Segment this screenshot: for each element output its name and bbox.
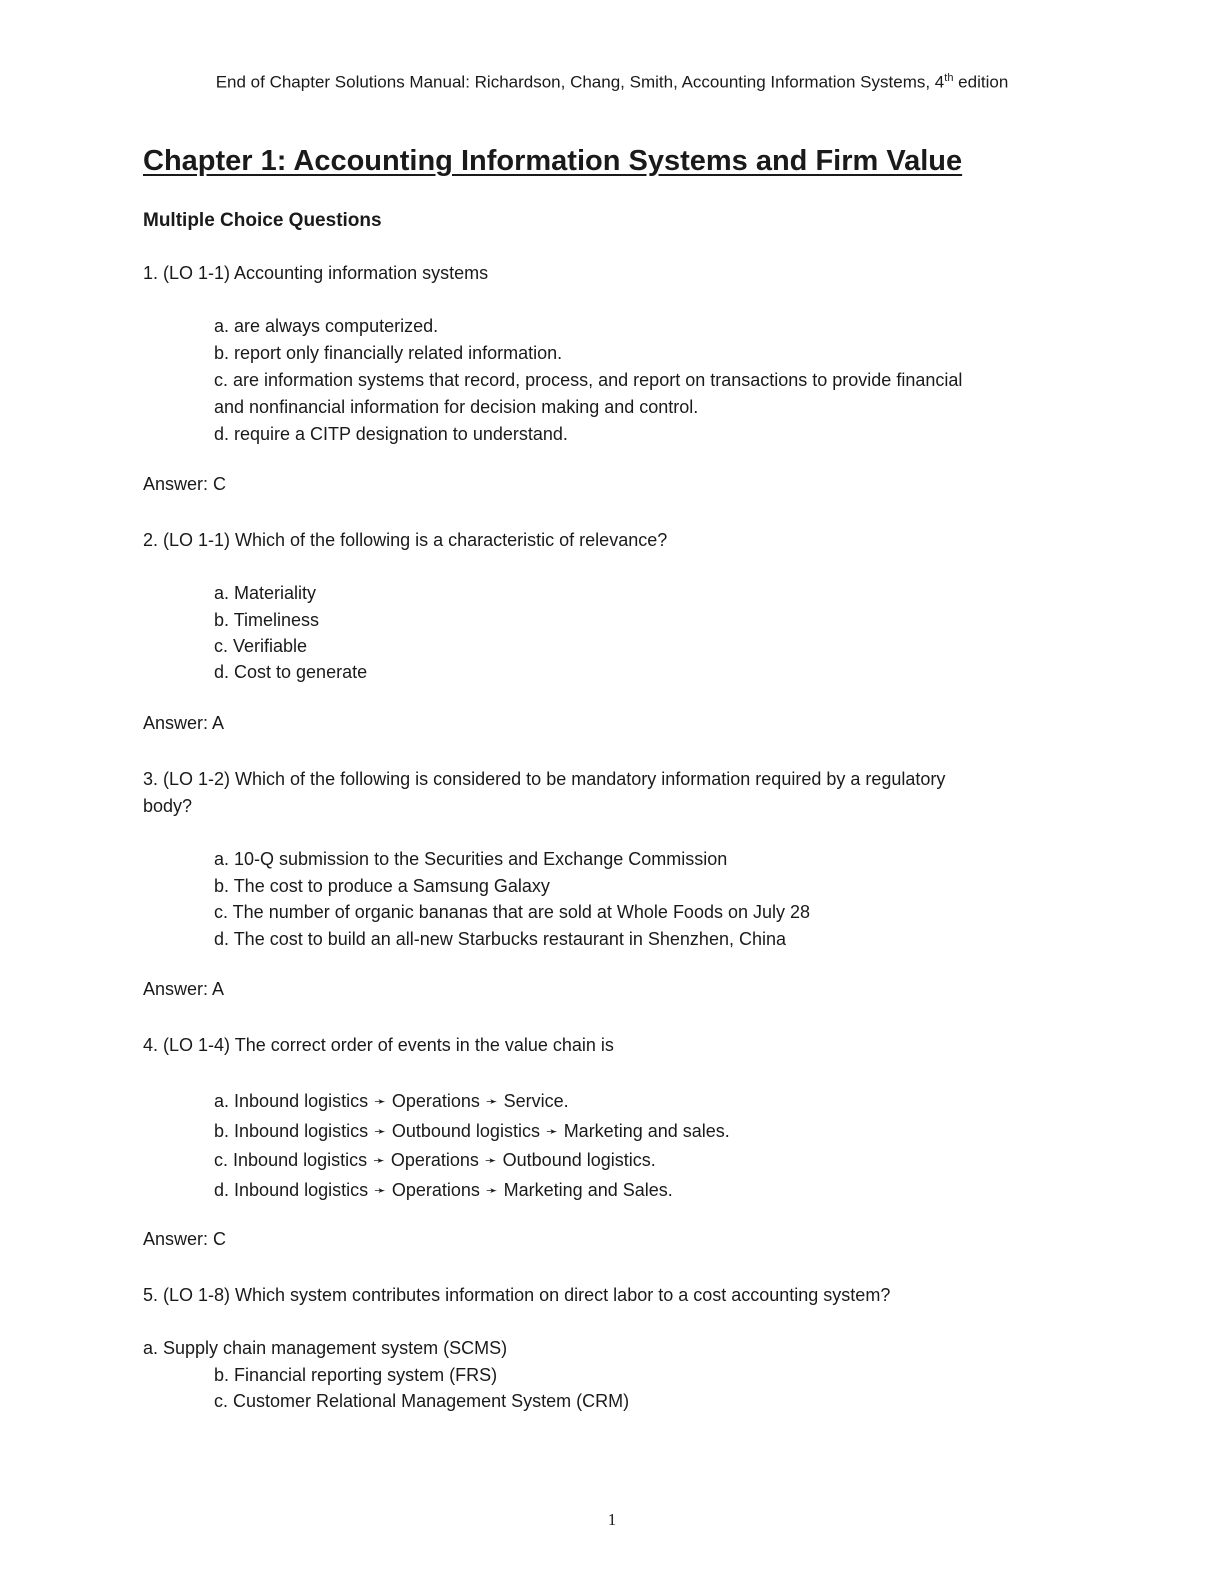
question-2-answer: Answer: A	[143, 713, 225, 733]
question-4-option-c	[214, 1147, 1004, 1175]
arrow-right-icon: ➛	[374, 1093, 386, 1109]
arrow-right-icon: ➛	[374, 1123, 386, 1139]
question-4-answer: Answer: C	[143, 1229, 227, 1249]
question-3-option-a: a. 10-Q submission to the Securities and Exchange Commission	[214, 849, 728, 869]
value-chain-step: Operations	[391, 1180, 480, 1200]
question-5-stem: 5. (LO 1-8) Which system contributes information on direct labor to a cost accounting system?	[143, 1285, 891, 1305]
question-5-option-b: b. Financial reporting system (FRS)	[214, 1365, 498, 1385]
question-3-answer: Answer: A	[143, 979, 225, 999]
header-superscript: th	[944, 72, 954, 84]
option-label: a.	[214, 1091, 230, 1111]
chapter-title: Chapter 1: Accounting Information Systems and Firm Value	[143, 145, 963, 177]
option-label: d.	[214, 1180, 230, 1200]
question-3-option-c: c. The number of organic bananas that are sold at Whole Foods on July 28	[214, 902, 811, 922]
value-chain-step: Operations	[391, 1091, 480, 1111]
question-5-option-a: a. Supply chain management system (SCMS)	[143, 1338, 508, 1358]
header-text-end: edition	[953, 72, 1009, 92]
value-chain-step: Operations	[390, 1150, 479, 1170]
question-1-answer: Answer: C	[143, 474, 227, 494]
question-3-option-d: d. The cost to build an all-new Starbucks restaurant in Shenzhen, China	[214, 929, 787, 949]
question-4-option-b	[214, 1118, 1004, 1146]
arrow-right-icon: ➛	[373, 1152, 385, 1168]
arrow-right-icon: ➛	[485, 1093, 498, 1109]
question-3-option-b: b. The cost to produce a Samsung Galaxy	[214, 876, 550, 896]
option-label: b.	[214, 1121, 230, 1141]
arrow-right-icon: ➛	[374, 1182, 386, 1198]
question-2-option-b: b. Timeliness	[214, 610, 320, 630]
value-chain-step: Marketing and sales.	[563, 1121, 730, 1141]
question-2-option-a: a. Materiality	[214, 583, 317, 603]
arrow-right-icon: ➛	[545, 1123, 558, 1139]
value-chain-step: Marketing and Sales.	[503, 1180, 673, 1200]
value-chain-step: Inbound logistics	[234, 1091, 369, 1111]
question-1-option-b: b. report only financially related information.	[214, 343, 563, 363]
question-2-option-c: c. Verifiable	[214, 636, 308, 656]
running-header	[0, 72, 1224, 93]
value-chain-step: Outbound logistics	[391, 1121, 540, 1141]
question-4-option-d	[214, 1177, 1004, 1205]
question-2-stem: 2. (LO 1-1) Which of the following is a characteristic of relevance?	[143, 530, 668, 550]
section-heading: Multiple Choice Questions	[143, 210, 382, 231]
question-1-stem: 1. (LO 1-1) Accounting information systems	[143, 263, 489, 283]
header-text: End of Chapter Solutions Manual: Richardson, Chang, Smith, Accounting Information Systems, 4	[215, 72, 945, 92]
question-5-option-c: c. Customer Relational Management System (CRM)	[214, 1391, 630, 1411]
question-1-option-d: d. require a CITP designation to understand.	[214, 424, 568, 444]
value-chain-step: Inbound logistics	[233, 1150, 368, 1170]
value-chain-step: Inbound logistics	[234, 1121, 369, 1141]
value-chain-step: Inbound logistics	[234, 1180, 369, 1200]
arrow-right-icon: ➛	[485, 1182, 498, 1198]
page-number: 1	[607, 1510, 617, 1529]
question-1-option-c: c. are information systems that record, process, and report on transactions to provide financial and nonfinancial information for decision making and control.	[214, 370, 963, 417]
option-label: c.	[214, 1150, 229, 1170]
question-3-stem: 3. (LO 1-2) Which of the following is considered to be mandatory information required by a regulatory body?	[143, 769, 946, 816]
question-2-option-d: d. Cost to generate	[214, 662, 368, 682]
question-4-stem: 4. (LO 1-4) The correct order of events in the value chain is	[143, 1035, 614, 1055]
arrow-right-icon: ➛	[484, 1152, 497, 1168]
question-4-option-a	[214, 1088, 1004, 1116]
value-chain-step: Outbound logistics.	[502, 1150, 656, 1170]
value-chain-step: Service.	[503, 1091, 569, 1111]
question-1-option-a: a. are always computerized.	[214, 316, 439, 336]
